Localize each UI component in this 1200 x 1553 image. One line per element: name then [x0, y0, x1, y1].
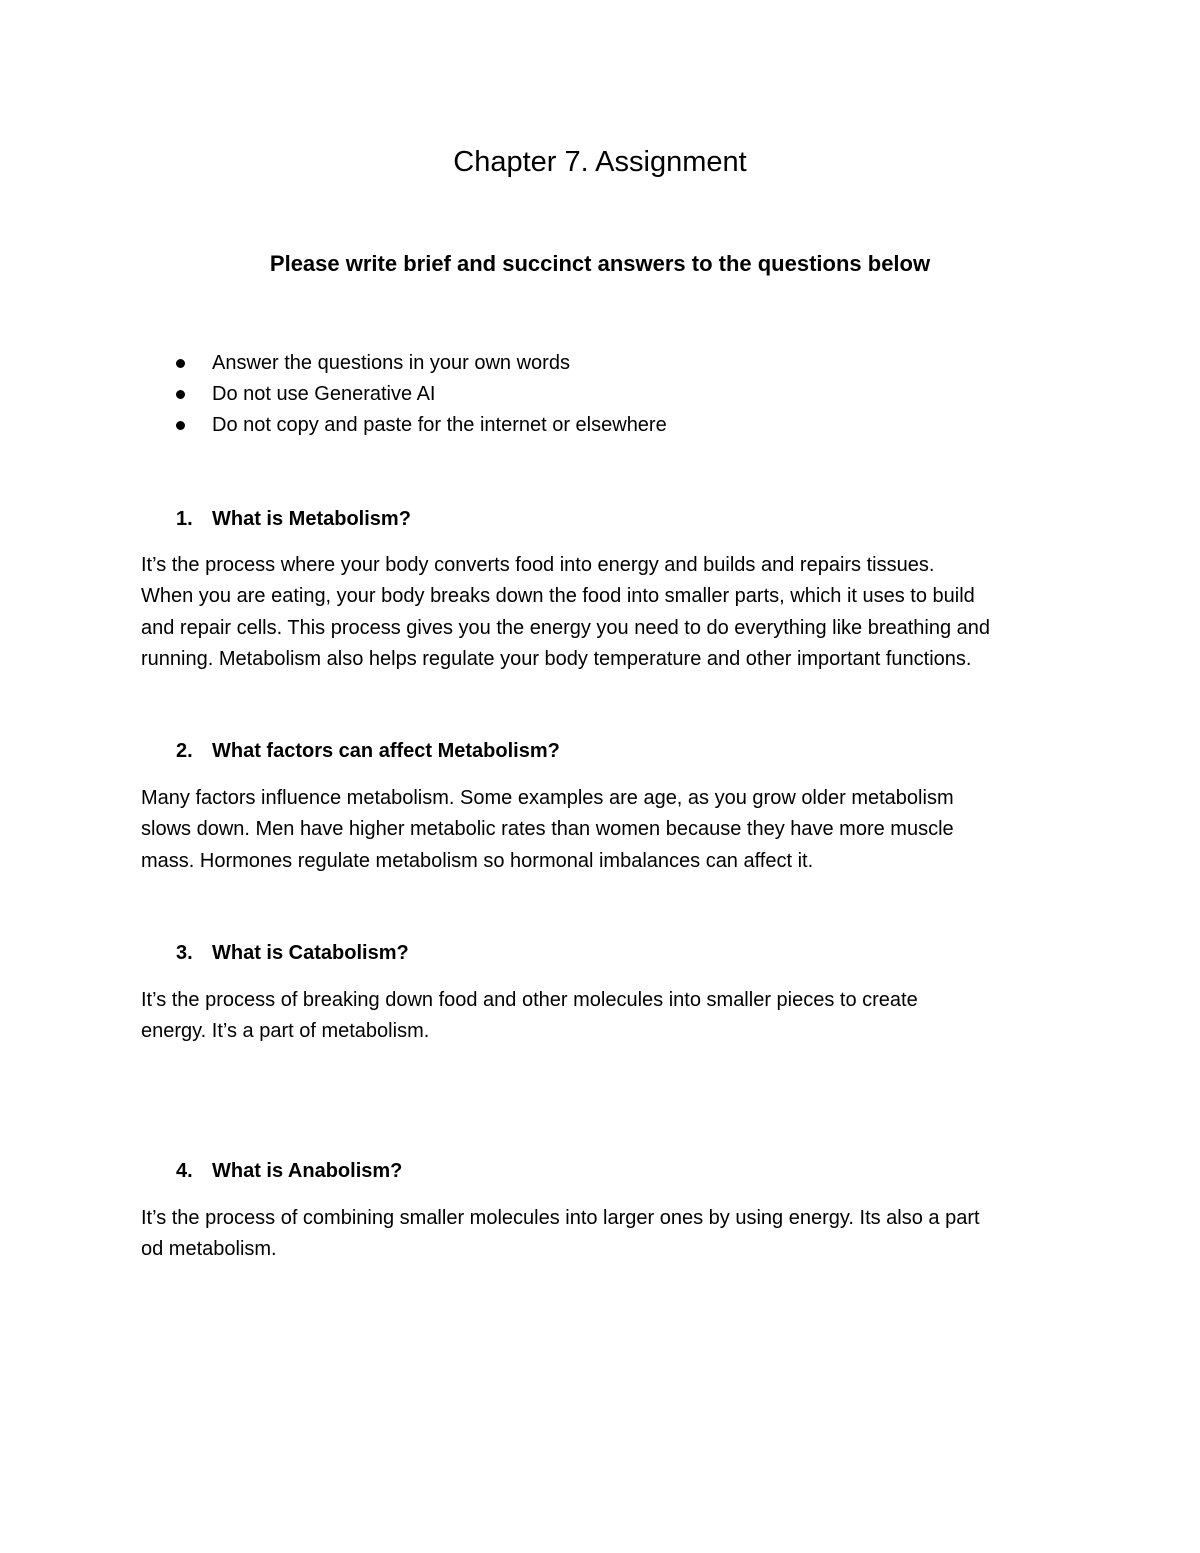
document-title: Chapter 7. Assignment [453, 146, 747, 178]
question-number: 1. [176, 508, 193, 530]
answer-line: It’s the process of combining smaller molecules into larger ones by using energy. Its also a part [141, 1207, 980, 1229]
question-text: What is Metabolism? [212, 508, 411, 530]
document-subtitle: Please write brief and succinct answers to the questions below [269, 251, 931, 276]
answer-line: When you are eating, your body breaks down the food into smaller parts, which it uses to build [141, 585, 975, 608]
answer-2 [141, 783, 1066, 877]
instructions-list [176, 348, 667, 441]
answer-line: running. Metabolism also helps regulate your body temperature and other important functions. [141, 647, 972, 670]
instruction-item [176, 348, 667, 379]
instruction-item [176, 379, 667, 410]
answer-line: od metabolism. [141, 1238, 277, 1261]
instruction-text: Answer the questions in your own words [212, 352, 570, 374]
question-heading-2 [176, 736, 560, 766]
answer-line: slows down. Men have higher metabolic rates than women because they have more muscle [141, 818, 954, 841]
answer-line: and repair cells. This process gives you the energy you need to do everything like breathing and [141, 616, 991, 639]
answer-line: It’s the process where your body converts food into energy and builds and repairs tissues. [141, 554, 935, 576]
answer-3 [141, 985, 1066, 1048]
question-text: What factors can affect Metabolism? [212, 740, 560, 762]
question-heading-4 [176, 1156, 402, 1186]
question-text: What is Catabolism? [212, 942, 409, 964]
answer-line: Many factors influence metabolism. Some examples are age, as you grow older metabolism [141, 787, 954, 809]
question-number: 4. [176, 1160, 193, 1182]
answer-line: It’s the process of breaking down food and other molecules into smaller pieces to create [141, 989, 918, 1011]
instruction-text: Do not copy and paste for the internet or elsewhere [212, 414, 667, 436]
question-number: 3. [176, 942, 193, 964]
answer-4 [141, 1203, 1066, 1266]
answer-1 [141, 550, 1066, 675]
question-heading-1 [176, 504, 411, 534]
answer-line: mass. Hormones regulate metabolism so hormonal imbalances can affect it. [141, 849, 814, 872]
question-heading-3 [176, 938, 409, 968]
bullet-icon [176, 421, 185, 430]
answer-line: energy. It’s a part of metabolism. [141, 1020, 430, 1043]
instruction-item [176, 410, 667, 441]
instruction-text: Do not use Generative AI [212, 383, 436, 405]
question-number: 2. [176, 740, 193, 762]
question-text: What is Anabolism? [212, 1160, 403, 1182]
bullet-icon [176, 359, 185, 368]
bullet-icon [176, 390, 185, 399]
